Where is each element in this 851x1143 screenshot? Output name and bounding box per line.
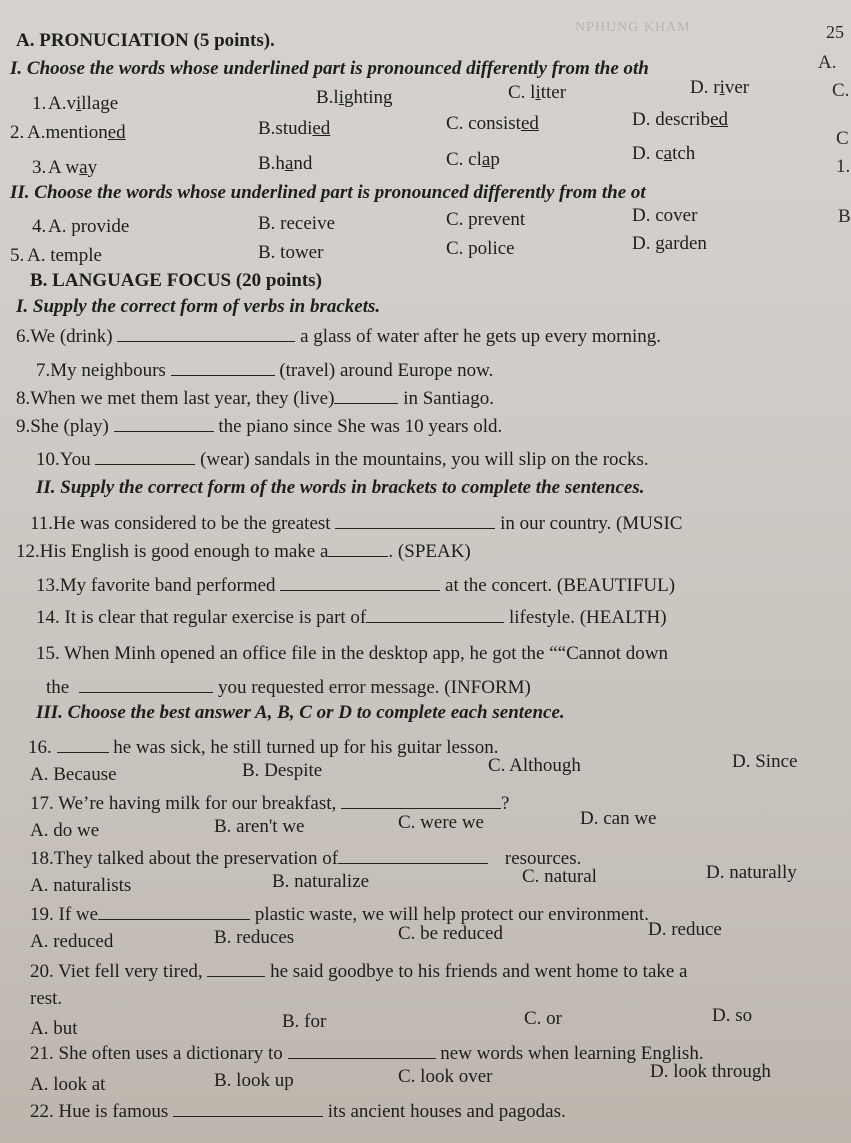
q2-option-b: B.studied: [258, 118, 331, 139]
q5-option-b: B. tower: [258, 242, 324, 263]
q5-option-a: A. temple: [27, 245, 102, 266]
q18-option-d: D. naturally: [706, 862, 797, 883]
q4-option-c: C. prevent: [446, 209, 526, 230]
q15-line1: 15. When Minh opened an office file in the desktop app, he got the ““Cannot down: [36, 643, 668, 664]
section-b-part2-instruction: II. Supply the correct form of the words in brackets to complete the sentences.: [36, 477, 645, 498]
q19-option-b: B. reduces: [214, 927, 295, 948]
q2-number: 2.: [10, 122, 25, 143]
q20-option-c: C. or: [524, 1008, 562, 1029]
q3-option-a: A way: [48, 157, 98, 178]
q18-stem: 18.They talked about the preservation of resources.: [30, 848, 582, 869]
q17-stem: 17. We’re having milk for our breakfast, ?: [30, 793, 510, 814]
q21-option-b: B. look up: [214, 1070, 294, 1091]
q6: 6.We (drink) a glass of water after he gets up every morning.: [16, 326, 661, 347]
answer-blank[interactable]: [328, 540, 388, 557]
q20-stem: 20. Viet fell very tired, he said goodbye to his friends and went home to take a: [30, 961, 688, 982]
answer-blank[interactable]: [338, 847, 488, 864]
q15-line2: the you requested error message. (INFORM): [46, 677, 531, 698]
q5-option-c: C. police: [446, 238, 515, 259]
q4-option-b: B. receive: [258, 213, 336, 234]
q18-option-c: C. natural: [522, 866, 597, 887]
q21-option-c: C. look over: [398, 1066, 493, 1087]
q14: 14. It is clear that regular exercise is part of lifestyle. (HEALTH): [36, 607, 667, 628]
q16-option-d: D. Since: [732, 751, 798, 772]
answer-blank[interactable]: [366, 606, 504, 623]
section-a-part2-instruction: II. Choose the words whose underlined part is pronounced differently from the ot: [10, 182, 646, 203]
answer-blank[interactable]: [207, 960, 265, 977]
edge-letter: C: [836, 128, 849, 149]
q1-number: 1.: [32, 93, 47, 114]
answer-blank[interactable]: [57, 736, 109, 753]
answer-blank[interactable]: [114, 415, 214, 432]
section-a-part1-instruction: I. Choose the words whose underlined part is pronounced differently from the oth: [10, 58, 649, 79]
q8: 8.When we met them last year, they (live) in Santiago.: [16, 388, 494, 409]
q16-option-a: A. Because: [30, 764, 117, 785]
q3-number: 3.: [32, 157, 47, 178]
q4-number: 4.: [32, 216, 47, 237]
q5-option-d: D. garden: [632, 233, 707, 254]
q1-option-b: B.lighting: [316, 87, 393, 108]
q2-option-c: C. consisted: [446, 113, 539, 134]
answer-blank[interactable]: [79, 676, 213, 693]
q16-stem: 16. he was sick, he still turned up for his guitar lesson.: [28, 737, 499, 758]
q18-option-b: B. naturalize: [272, 871, 370, 892]
q11: 11.He was considered to be the greatest in our country. (MUSIC: [30, 513, 683, 534]
q13: 13.My favorite band performed at the concert. (BEAUTIFUL): [36, 575, 676, 596]
q1-option-d: D. river: [690, 77, 750, 98]
q1-option-a: A.village: [48, 93, 119, 114]
edge-letter: C.: [832, 80, 850, 101]
q12: 12.His English is good enough to make a . (SPEAK): [16, 541, 471, 562]
answer-blank[interactable]: [334, 387, 398, 404]
q21-stem: 21. She often uses a dictionary to new words when learning English.: [30, 1043, 704, 1064]
q17-option-b: B. aren't we: [214, 816, 305, 837]
q19-option-d: D. reduce: [648, 919, 722, 940]
q20-continuation: rest.: [30, 988, 63, 1009]
q7: 7.My neighbours (travel) around Europe now.: [36, 360, 494, 381]
edge-letter: B: [838, 206, 851, 227]
q5-number: 5.: [10, 245, 25, 266]
q3-option-d: D. catch: [632, 143, 696, 164]
q10: 10.You (wear) sandals in the mountains, you will slip on the rocks.: [36, 449, 649, 470]
q17-option-d: D. can we: [580, 808, 657, 829]
q19-stem: 19. If we plastic waste, we will help protect our environment.: [30, 904, 649, 925]
q18-option-a: A. naturalists: [30, 875, 132, 896]
answer-blank[interactable]: [288, 1042, 436, 1059]
q20-option-a: A. but: [30, 1018, 78, 1039]
q2-option-d: D. described: [632, 109, 729, 130]
q21-option-a: A. look at: [30, 1074, 106, 1095]
q22-stem: 22. Hue is famous its ancient houses and pagodas.: [30, 1101, 566, 1122]
section-a-title: A. PRONUCIATION (5 points).: [16, 30, 275, 51]
q16-option-c: C. Although: [488, 755, 581, 776]
q19-option-a: A. reduced: [30, 931, 114, 952]
q20-option-b: B. for: [282, 1011, 327, 1032]
answer-blank[interactable]: [95, 448, 195, 465]
section-b-part3-instruction: III. Choose the best answer A, B, C or D to complete each sentence.: [36, 702, 565, 723]
q4-option-d: D. cover: [632, 205, 698, 226]
q17-option-a: A. do we: [30, 820, 100, 841]
q1-option-c: C. litter: [508, 82, 567, 103]
answer-blank[interactable]: [98, 903, 250, 920]
answer-blank[interactable]: [117, 325, 295, 342]
edge-letter: A.: [818, 52, 837, 73]
q17-option-c: C. were we: [398, 812, 484, 833]
q21-option-d: D. look through: [650, 1061, 771, 1082]
page-number: 25: [826, 22, 844, 42]
q4-option-a: A. provide: [48, 216, 130, 237]
answer-blank[interactable]: [335, 512, 495, 529]
q9: 9.She (play) the piano since She was 10 years old.: [16, 416, 503, 437]
q2-option-a: A.mentioned: [27, 122, 126, 143]
q19-option-c: C. be reduced: [398, 923, 503, 944]
section-b-title: B. LANGUAGE FOCUS (20 points): [30, 270, 322, 291]
q16-option-b: B. Despite: [242, 760, 323, 781]
faint-stamp: NPHUNG KHAM: [575, 20, 691, 35]
edge-letter: 1.: [836, 156, 851, 177]
answer-blank[interactable]: [341, 792, 501, 809]
q3-option-b: B.hand: [258, 153, 313, 174]
answer-blank[interactable]: [280, 574, 440, 591]
section-b-part1-instruction: I. Supply the correct form of verbs in brackets.: [16, 296, 381, 317]
answer-blank[interactable]: [173, 1100, 323, 1117]
answer-blank[interactable]: [171, 359, 275, 376]
q3-option-c: C. clap: [446, 149, 500, 170]
q20-option-d: D. so: [712, 1005, 753, 1026]
